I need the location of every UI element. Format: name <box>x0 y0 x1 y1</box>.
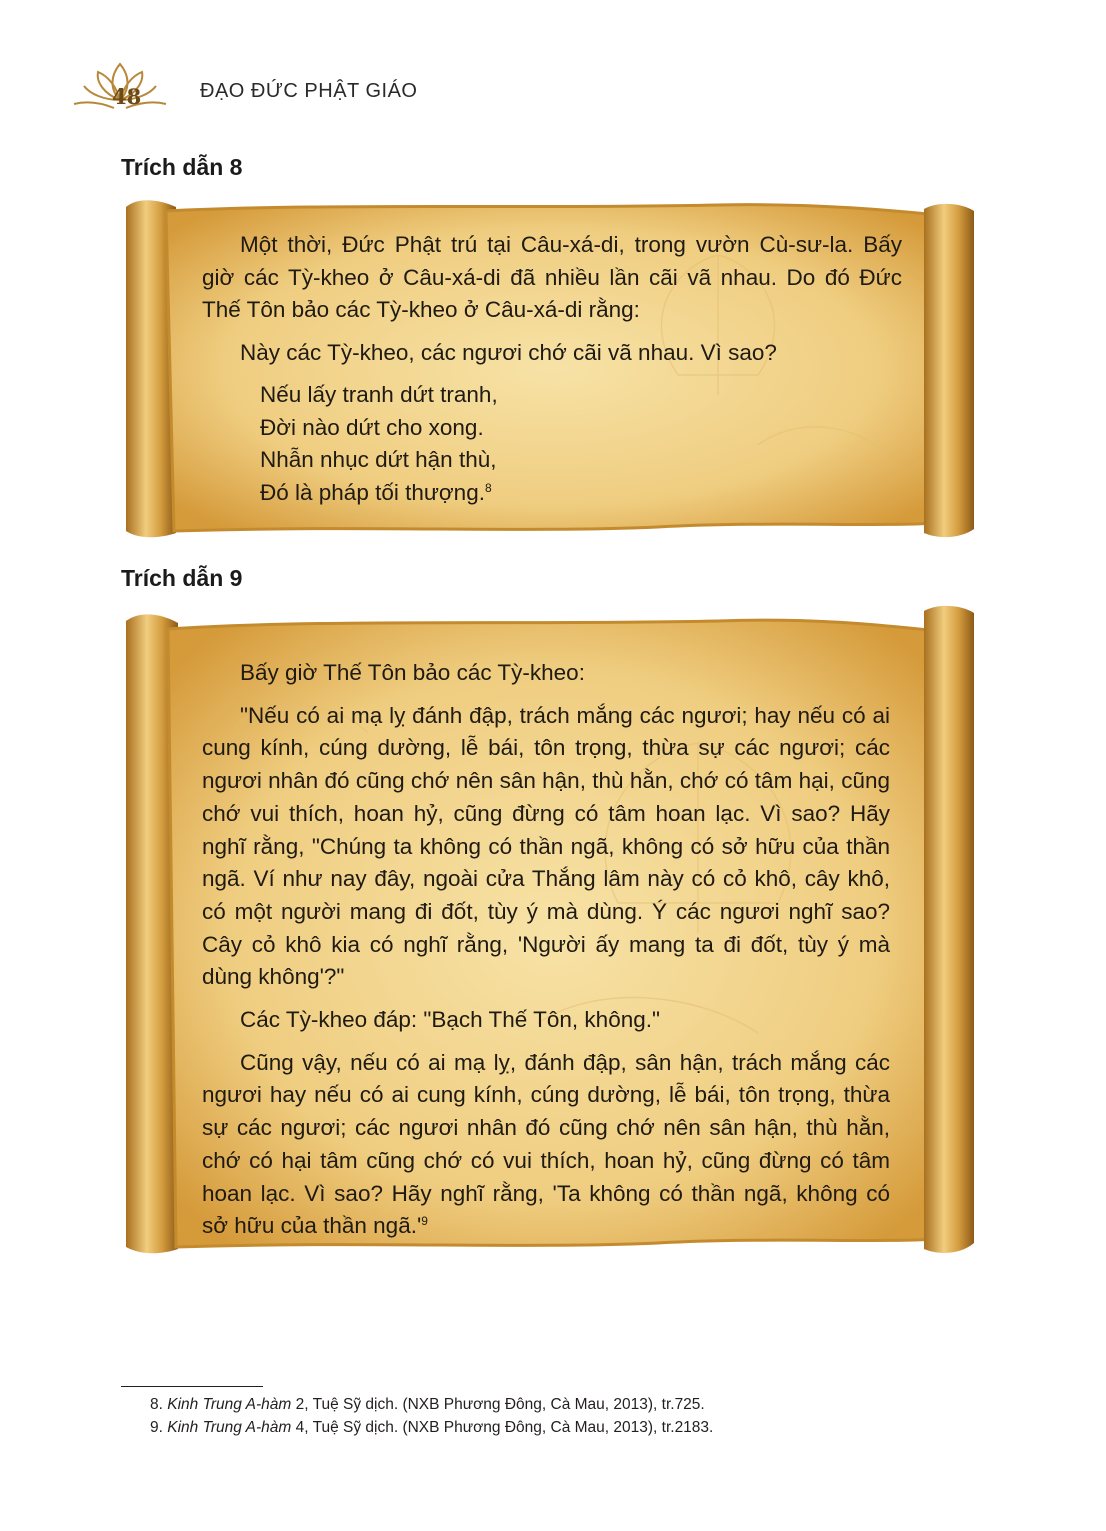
page-header <box>70 58 430 118</box>
quote-9-text <box>202 657 890 1243</box>
verse-line: Nhẫn nhục dứt hận thù, <box>260 447 497 472</box>
footnote-ref-9: 9 <box>421 1214 428 1229</box>
quote-9-p4: Cũng vậy, nếu có ai mạ lỵ, đánh đập, sân hận, trách mắng các ngươi hay nếu có ai cung kính, cúng dường, lễ bái, tôn trọng, thừa sự các ngươi; các ngươi nhân đó cũng chớ nên sân hận, thù hằn, chớ có hại tâm cũng chớ có vui thích, hoan hỷ, cũng đừng có tâm hoan lạc. Vì sao? Hãy nghĩ rằng, 'Ta không có thần ngã, không có sở hữu của thần $ngã.'^9$ <box>202 1049 890 1239</box>
footnote-item: 9. Kinh Trung A-hàm 4, Tuệ Sỹ dịch. (NXB Phương Đông, Cà Mau, 2013), tr.2183. <box>150 1419 714 1436</box>
quote-9-scroll <box>118 603 980 1261</box>
quote-8-heading: Trích dẫn 8 <box>121 154 243 180</box>
footnotes <box>150 1393 713 1439</box>
quote-8-saying: Này các Tỳ-kheo, các ngươi chớ cãi vã nhau. Vì sao? <box>240 339 777 365</box>
quote-9-heading: Trích dẫn 9 <box>121 565 243 591</box>
quote-9-p3: Các Tỳ-kheo đáp: "Bạch Thế Tôn, không." <box>240 1007 660 1033</box>
footnote-divider <box>121 1386 263 1387</box>
footnote-item: 8. Kinh Trung A-hàm 2, Tuệ Sỹ dịch. (NXB Phương Đông, Cà Mau, 2013), tr.725. <box>150 1396 705 1413</box>
running-title: ĐẠO ĐỨC PHẬT GIÁO <box>200 80 418 102</box>
quote-8-text <box>202 229 902 509</box>
verse-line: Nếu lấy tranh dứt tranh, <box>260 382 498 407</box>
quote-8-verse <box>202 379 902 509</box>
page-number: 48 <box>112 84 142 109</box>
quote-8-intro: Một thời, Đức Phật trú tại Câu-xá-di, trong vườn Cù-sư-la. Bấy giờ các Tỳ-kheo ở Câu-xá-di đã nhiều lần cãi vã nhau. Do đó Đức Thế Tôn bảo các Tỳ-kheo ở Câu-xá-di rằng: <box>202 232 902 322</box>
footnote-ref-8: 8 <box>484 480 492 495</box>
quote-9-p2: "Nếu có ai mạ lỵ đánh đập, trách mắng các ngươi; hay nếu có ai cung kính, cúng dường, lễ bái, tôn trọng, thừa sự các ngươi; các ngươi nhân đó cũng chớ nên sân hận, thù hằn, chớ có tâm hại, cũng chớ vui thích, hoan hỷ, cũng đừng có tâm hoan lạc. Vì sao? Hãy nghĩ rằng, "Chúng ta không có thần ngã, không có sở hữu của thần ngã. Ví như nay đây, ngoài cửa Thắng lâm này có cỏ khô, cây khô, có một người mang đi đốt, tùy ý mà dùng. Ý các ngươi nghĩ sao? Cây cỏ khô kia có nghĩ rằng, 'Người ấy mang ta đi đốt, tùy ý mà dùng không'?" <box>202 702 890 990</box>
verse-line: Đời nào dứt cho xong. <box>260 414 484 440</box>
quote-9-p1: Bấy giờ Thế Tôn bảo các Tỳ-kheo: <box>240 660 585 685</box>
quote-8-scroll <box>118 195 980 545</box>
verse-line: Đó là pháp tối thượng.$^8$ <box>260 479 492 505</box>
